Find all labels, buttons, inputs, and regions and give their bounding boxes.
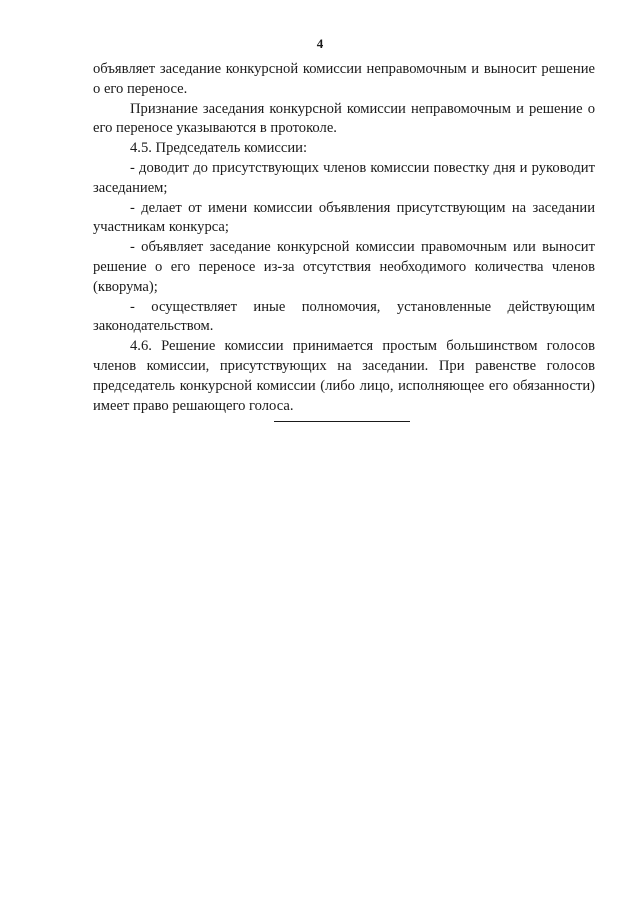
list-item-quorum: - объявляет заседание конкурсной комиссии правомочным или выносит решение о его переносе из-за отсутствия необходимого количества членов (кворума); [93, 239, 595, 295]
end-of-document-line [274, 421, 410, 422]
page-number: 4 [316, 36, 324, 51]
paragraph-recognition: Признание заседания конкурсной комиссии неправомочным и решение о его переносе указываются в протоколе. [93, 100, 595, 137]
list-item-agenda: - доводит до присутствующих членов комиссии повестку дня и руководит заседанием; [93, 159, 595, 196]
section-heading-4-5: 4.5. Председатель комиссии: [130, 140, 308, 157]
section-paragraph-4-6: 4.6. Решение комиссии принимается простым большинством голосов членов комиссии, присутствующих на заседании. При равенстве голосов председатель конкурсной комиссии (либо лицо, исполняющее его обязанности) имеет право решающего голоса. [93, 338, 595, 414]
list-item-announcements: - делает от имени комиссии объявления присутствующим на заседании участникам конкурса; [93, 199, 595, 236]
document-body [93, 60, 595, 416]
paragraph-continuation: объявляет заседание конкурсной комиссии неправомочным и выносит решение о его переносе. [93, 61, 595, 97]
list-item-other-powers: - осуществляет иные полномочия, установленные действующим законодательством. [93, 298, 595, 335]
